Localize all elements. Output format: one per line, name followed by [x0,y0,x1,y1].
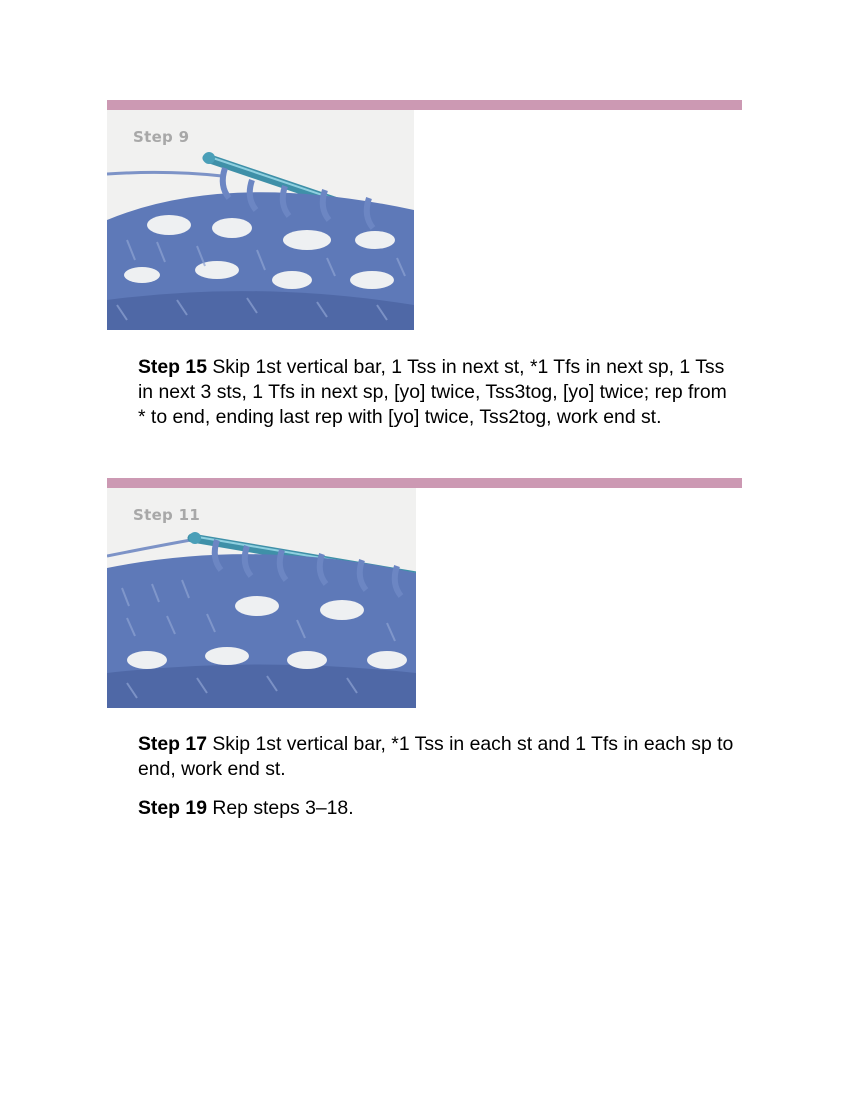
step-paragraph [138,796,738,821]
step-text: Rep steps 3–18. [212,797,354,819]
step-number: Step 17 [138,733,213,755]
divider-rule [107,100,742,110]
step-paragraph [138,355,738,430]
step-photo [107,488,416,708]
step-text: Skip 1st vertical bar, 1 Tss in next st, *1 Tfs in next sp, 1 Tss in next 3 sts, 1 Tfs in next sp, [yo] twice, Tss3tog, [yo] twice; rep from * to end, ending last rep with [yo] twice, Tss2tog, work end st. [138,356,727,428]
figure-label: Step 11 [133,506,201,524]
figure-label: Step 9 [133,128,190,146]
step-text: Skip 1st vertical bar, *1 Tss in each st and 1 Tfs in each sp to end, work end st. [138,733,734,780]
divider-rule [107,478,742,488]
step-number: Step 15 [138,356,213,378]
step-number: Step 19 [138,797,213,819]
step-photo [107,110,414,330]
step-paragraph [138,732,738,782]
